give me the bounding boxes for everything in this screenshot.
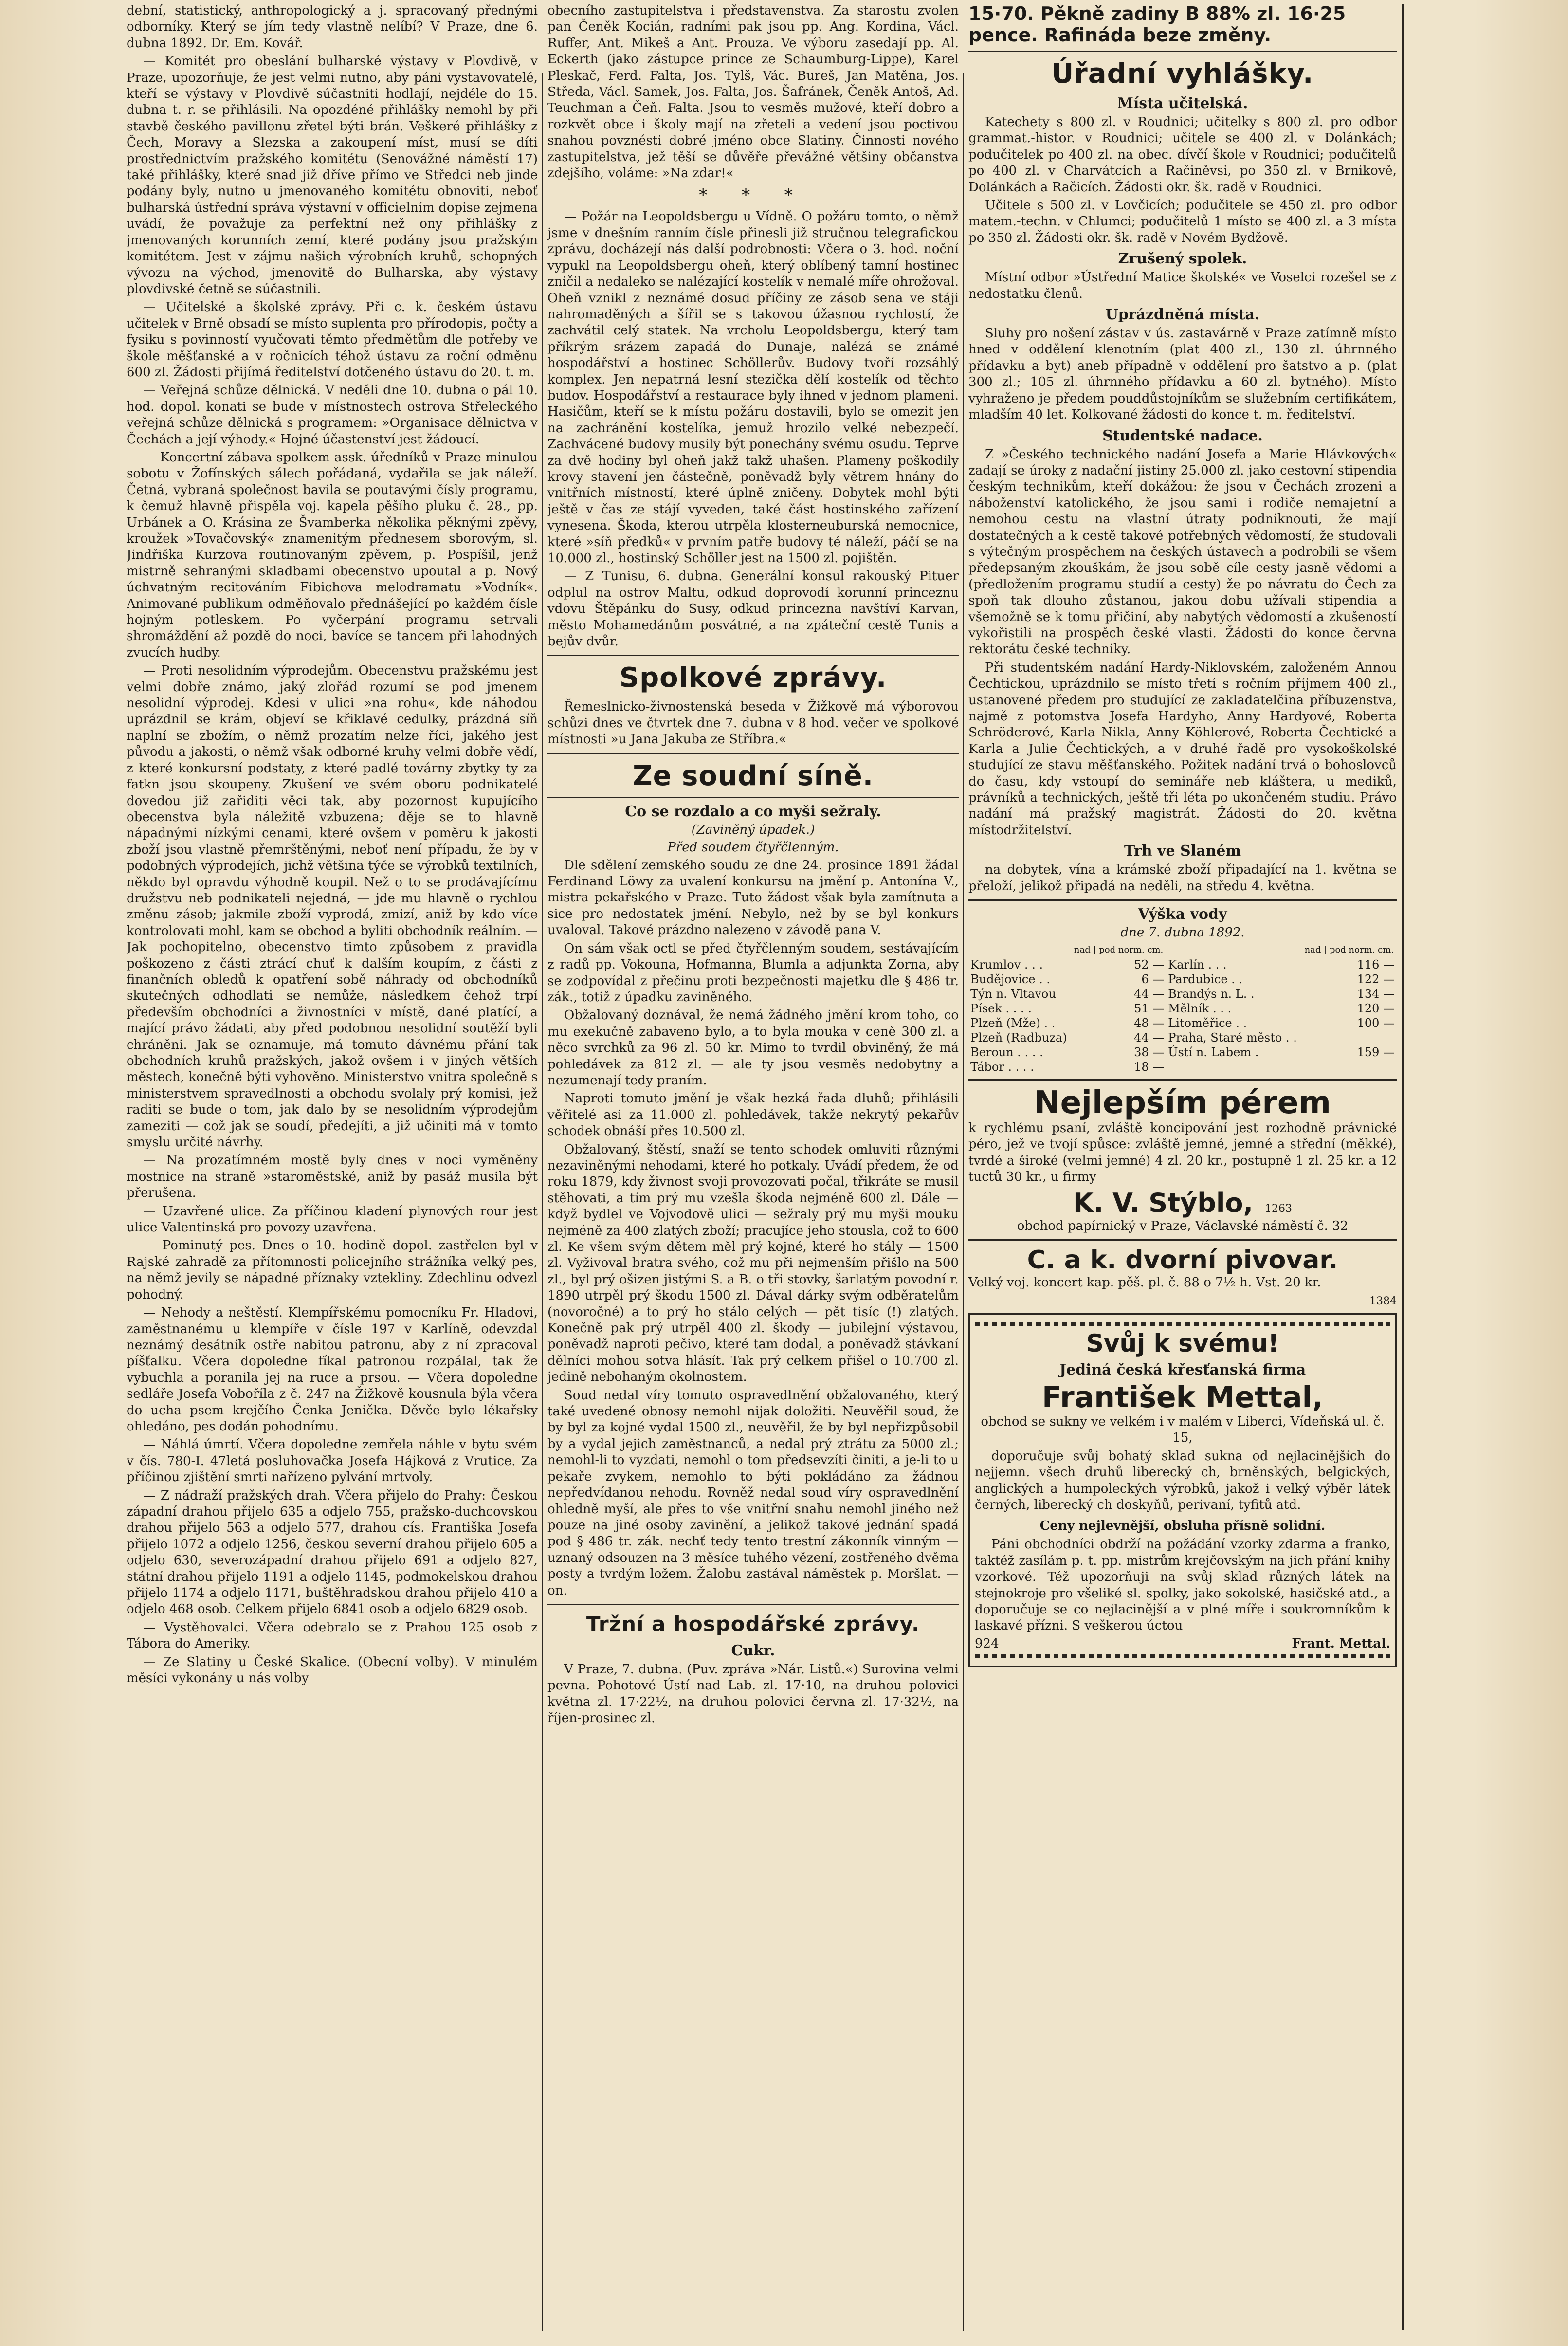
ad-text: k rychlému psaní, zvláště koncipování jest rozhodně právnické péro, jež ve tvojí spůsce: zvláště jemné, jemné a střední (měkké), tvrdé a široké (velmi jemné) 4 zl. 20 kr., postupně 1 zl. 25 kr. a 12 tuctů 30 kr., u firmy [968,1121,1397,1185]
water-place: Praha, Staré město . . [1168,1031,1297,1045]
article-slatina-cont: obecního zastupitelstva i představenstva. Za starostu zvolen pan Čeněk Kocián, radními pak jsou pp. Ang. Kordina, Václ. Ruffer, Ant. Mikeš a Ant. Prouza. Ve výboru zasedají pp. Al. Eckerth (jako zástupce prince ze Schaumburg-Lippe), Karel Pleskač, Ferd. Falta, Jos. Tylš, Vác. Bureš, Jan Matěna, Jos. Středa, Václ. Samek, Jos. Falta, Jos. Šafránek, Čeněk Antoš, Ad. Teuchman a Čeň. Falta. Jsou to vesměs mužové, kteří dobro a rozkvět obce i školy mají na zřeteli a vedení jsou poctivou snahou povznésti dobré jméno obce Slatiny. Činnosti nového zastupitelstva, jež těší se důvěře převážné většiny občanstva zdejšího, voláme: »Na zdar!« [547,3,959,181]
separator-stars: * * * [699,185,807,205]
ad-heading: C. a k. dvorní pivovar. [1027,1246,1338,1275]
water-row [968,1045,1397,1060]
section-heading-market: Tržní a hospodářské zprávy. [586,1612,920,1636]
water-head: nad | pod norm. cm. [1304,945,1394,955]
article-teachers: — Učitelské a školské zprávy. Při c. k. českém ústavu učitelek v Brně obsadí se místo suplenta pro přírodopis, počty a fysiku s povinností vyučovati těmto předmětům dle potřeby ve škole měšťanské a v ročnicích téhož ústavu za roční odměnu 600 zl. Žádosti přijímá ředitelství dotčeného ústavu do 20. t. m. [127,300,538,380]
ad-heading: Nejlepším pérem [1034,1085,1331,1121]
water-value: 38 — [1134,1045,1165,1060]
water-value: 116 — [1357,958,1395,972]
water-head-blank [1166,943,1301,957]
notice-text: Katechety s 800 zl. v Roudnici; učitelky s 800 zl. pro odbor grammat.-histor. v Roudnici; učitele se 400 zl. v Dolánkách; podučitelek po 400 zl. na obec. dívčí škole v Roudnici; podučitelů po 400 zl. v Charvátcích a Račiněvsi, po 350 zl. v Brnikově, Dolánkách a Račicích. Žádosti okr. šk. radě v Roudnici. [968,115,1397,195]
water-place: Týn n. Vltavou [970,987,1056,1001]
article-text: Soud nedal víry tomuto ospravedlnění obžalovaného, který také uvedené obnosy nemohl nijak doložiti. Neuvěřil soud, že by byl za kojné vydal 1500 zl., neuvěřil, že by byl nepřizpůsobil by a vydal jejich zaměstnanců, a nedal prý ztrátu za 5000 zl.; nemohl-li to vyzdati, nemohl o tom předsevzíti činiti, a je-li to u pekaře zvykem, nemohlo to býti pokládáno za žádnou nepředvídanou nehodu. Rovněž nedal soud víry ospravedlnění ohledně myší, ale přes to vše vnitřní snahu nemohl jiného než pouze na jiné osoby zavinění, a jelikož takové jednání spadá pod § 486 tr. zák. nechť tedy tento trestní zákonník vinným — uznaný odsouzen na 3 měsíce tuhého vězení, zostřeného dvěma posty a tvrdým ložem. Žalobu zastával náměstek p. Moršlat. —on. [547,1388,959,1598]
water-row [968,957,1397,972]
article-text: Dle sdělení zemského soudu ze dne 24. prosince 1891 žádal Ferdinand Löwy za uvalení konkursu na jmění p. Antonína V., mistra pekařského v Praze. Tuto žádost však byla zamítnuta a sice pro nedostatek jmění. Nebylo, než by se byl konkurs uvaloval. Takové prázdno nalezeno v závodě pana V. [547,858,959,938]
water-place [1166,1060,1301,1074]
water-place: Beroun . . . . [970,1045,1043,1060]
divider [547,753,959,754]
water-place: Brandýs n. L. . [1168,987,1255,1001]
water-value: 100 — [1357,1016,1395,1030]
ad-firm: František Mettal, [1042,1380,1323,1414]
water-row [968,972,1397,987]
water-value: 44 — [1134,1031,1165,1045]
notice-text: Z »Českého technického nadání Josefa a Marie Hlávkových« zadají se úroky z nadační jistiny 25.000 zl. jako cestovní stipendia českým technikům, kteří dokážou: že jsou v Čechách zrozeni a náboženství katolického, že jsou sami i rodiče nemajetní a nemohou cestu na vlastní útraty podniknouti, že mají dostatečných a k cestě takové potřebných vědomostí, že studovali s výtečným prospěchem na českých ústavech a podrobili se všem předepsaným zkouškám, že jsou sobě cíle cesty jasně vědomi a (předložením programu studií a cesty) že po návratu do Čech za spoň tak dlouho zůstanou, jakou dobu užívali stipendia a všemožně se k tomu přičiní, aby nabytých vědomostí a zkušeností vykořistili na prospěch české vlasti. Žádosti do konce června rektorátu české techniky. [968,447,1397,657]
divider [968,51,1397,52]
column-3 [968,3,1397,2334]
ad-prices: Ceny nejlevnější, obsluha přísně solidní. [1039,1519,1326,1534]
ad-mettal [968,1313,1397,1667]
ad-address: obchod se sukny ve velkém i v malém v Liberci, Vídeňská ul. č. 15, [981,1414,1385,1446]
article-deaths: — Náhlá úmrtí. Včera dopoledne zemřela náhle v bytu svém v čís. 780-I. 47letá posluhovačka Josefa Hájková z Vrutice. Za příčinou zjištění smrti nařízeno pylvání mrtvoly. [127,1437,538,1485]
article-slatina: — Ze Slatiny u České Skalice. (Obecní volby). V minulém měsíci vykonány u nás volby [127,1654,538,1686]
ad-address: obchod papírnický v Praze, Václavské náměstí č. 32 [1017,1218,1349,1233]
notice-text: Místní odbor »Ústřední Matice školské« ve Voselci rozešel se z nedostatku členů. [968,270,1397,301]
water-place: Krumlov . . . [970,958,1043,972]
water-value: 122 — [1357,972,1395,987]
article-fire: — Požár na Leopoldsbergu u Vídně. O požáru tomto, o němž jsme v dnešním ranním čísle přinesli již stručnou telegrafickou zprávu, docházejí nás další podrobnosti: Včera o 3. hod. noční vypukl na Leopoldsbergu oheň, který oblíbený tamní hostinec zničil a nedaleko se nalézající kostelík v nemalé míře ohrožoval. Oheň vznikl z neznámé dosud příčiny ze zásob sena ve stáji nahromaděných a šířil se s takovou úžasnou rychlostí, že zachvátil celý statek. Na vrcholu Leopoldsbergu, který tam příkrým srázem zapadá do Dunaje, nalézá se známé hospodářství a hostinec Schöllerův. Budovy tvoří rozsáhlý komplex. Jen nepatrná lesní stezička dělí kostelík od těchto budov. Hospodářství a restaurace byly ihned v jednom plameni. Hasičům, kteří se k místu požáru dostavili, bylo se omezit jen na zachránění kostelíka, jemuž hrozilo velké nebezpečí. Zachvácené budovy musily být ponechány svému osudu. Teprve za dvě hodiny byl oheň jakž takž uhašen. Plameny poškodily krovy stavení jen částečně, poněvadž byly větrem hnány do vnitřních místností, které úplně zničeny. Dobytek mohl býti ještě v čas ze stájí vyveden, také část hostinského zařízení vynesena. Škoda, kterou utrpěla klosterneuburská nemocnice, které »síň předků« v prvním patře budovy té náleží, páčí se na 10.000 zl., hostinský Schöller jest na 1500 zl. pojištěn. [547,209,959,566]
ad-subheading: Jediná česká křesťanská firma [1059,1361,1306,1378]
divider [547,797,959,798]
article-text: Obžalovaný doznával, že nemá žádného jmění krom toho, co mu exekučně zabaveno bylo, a to byla mouka v ceně 300 zl. a něco svrchků za 96 zl. 50 kr. Mimo to tvrdil obviněný, že má pohledávek za 812 zl. — ale ty jsou vesměs nedobytny a nezumenají tedy praním. [547,1008,959,1088]
water-head: nad | pod norm. cm. [1074,945,1164,955]
water-place: Mělník . . . [1168,1002,1232,1016]
notice-heading: Uprázdněná místa. [1105,306,1260,324]
notice-heading: Zrušený spolek. [1118,250,1247,268]
water-value: 18 — [1134,1060,1165,1074]
section-heading-court: Ze soudní síně. [632,760,874,792]
ad-firm: K. V. Stýblo, [1073,1187,1253,1218]
water-value: 134 — [1357,987,1395,1001]
column-1 [127,3,538,2334]
water-place: Karlín . . . [1168,958,1227,972]
water-value: 6 — [1141,972,1165,987]
water-row [968,1016,1397,1030]
article-text: Obžalovaný, štěstí, snaží se tento schodek omluviti různými nezaviněnými nehodami, které ho potkaly. Uvádí předem, že od roku 1879, kdy živnost svoji provozovati počal, třikráte se musil stěhovati, a tím prý mu vzešla škoda nejméně 600 zl. Dále — když bydlel ve Vojvodově ulici — sežraly prý mu myši mouku nejméně za 400 zlatých zboží; pracujíce jeho stousla, což to 600 zl. Ke všem svým dětem měl prý kojné, které ho stály — 1500 zl. Vyživoval bratra svého, což mu při nejmenším přišlo na 500 zl., byl prý ošizen jistými S. a B. o tři stovky, šarlatým povodní r. 1890 utrpěl prý škodu 1500 zl. Dával dárky svým odběratelům (novoročné) a to prý ho stálo celých — pět tisíc (!) zlatých. Konečně pak prý utrpěl 400 zl. škody — jubilejní výstavou, poněvadž naproti pečivo, které tam dodal, a poněvadž stávkaní dělníci mohou sotva hlásít. Tak prý celkem přišel o 10.700 zl. jedině nebohaným okolnostem. [547,1142,959,1385]
sugar-prices-strip: 15·70. Pěkně zadiny B 88% zl. 16·25 pence. Rafináda beze změny. [968,3,1346,46]
water-place: Litoměřice . . [1168,1016,1247,1030]
notice-text: Učitele s 500 zl. v Lovčicích; podučitele se 450 zl. pro odbor matem.-techn. v Chlumci; podučitelů 1 místo se 400 zl. a 3 místa po 350 zl. Žádosti okr. šk. radě v Novém Bydžově. [968,198,1397,245]
water-value: 51 — [1134,1002,1165,1016]
column-rule [963,73,964,2331]
ad-number: 1263 [1264,1202,1292,1215]
ad-number: 924 [975,1636,999,1651]
water-row [968,987,1397,1001]
water-place: Plzeň (Mže) . . [970,1016,1056,1030]
water-value: 120 — [1357,1002,1395,1016]
water-heading: Výška vody [1138,906,1227,923]
water-row [968,1030,1397,1045]
ad-pen [968,1085,1397,1234]
divider [547,1604,959,1605]
water-row [968,1060,1397,1074]
water-place: Tábor . . . . [970,1060,1034,1074]
water-place: Plzeň (Radbuza) [970,1031,1067,1045]
article-subheading: Před soudem čtyřčlenným. [667,840,839,855]
article-text: dební, statistický, anthropologický a j. spracovaný přednými odborníky. Který se jím tedy vlastně nelíbí? V Praze, dne 6. dubna 1892. Dr. Em. Kovář. [127,3,538,51]
article-text: On sám však octl se před čtyřčlenným soudem, sestávajícím z radů pp. Vokouna, Hofmanna, Blumla a adjunkta Zorna, aby se zodpovídal z přečinu proti bezpečnosti majetku dle § 486 tr. zák., totiž z úpadku zaviněného. [547,941,959,1005]
article-sales: — Proti nesolidním výprodejům. Obecenstvu pražskému jest velmi dobře známo, jaký zlořád rozumí se pod jmenem nesolidní výprodej. Kdesi v ulici »na rohu«, kde náhodou uprázdnil se krám, objeví se křiklavé cedulky, prázdná síň naplní se zbožím, o němž prozatím nelze říci, jakého jest původu a jakosti, o němž však odborné kruhy velmi dobře vědí, z které konkursní podstaty, z které padlé továrny zbytky ty za fatkn jsou skoupeny. Zkušení ve svém oboru podnikatelé dovedou již zařiditi věci tak, aby pozornost kupujícího obecenstva byla náležitě vzbuzena; děje se to hlavně nápadnými nízkými cenami, které ovšem v poměru k jakosti zboží jsou vlastně přemrštěnými, neboť není případu, že by v podobných výprodejích, jichž většina týče se výrobků textilních, někdo byl opravdu výhodně koupil. Než o to se prodávajícímu družstvu neb podnikateli nejedná, — jde mu hlavně o rychlou změnu zásob; jakmile zboží vyprodá, zmizí, aniž by kdo více kontrolovati mohl, kam se obchod a byliti obchodník reálním. — Jak pochopitelno, obecenstvo timto způsobem z pravidla poškozeno z části ztrácí chuť k dalším koupím, z části z finančních obledů k opatření sobě náhrady od obchodníků skutečných odhodlati se nemůže, následkem čehož trpí především obchodníci a živnostníci v místě, dané platící, a mající právo žádati, aby před podobnou nesolidní soutěží byli chráněni. Jak se oznamuje, má tomuto dávnému přání tak obchodních kruhů pražských, jakož ovšem i v jiných větších městech, konečně býti vyhověno. Ministerstvo vnitra společně s ministerstvem spravedlnosti a obchodu svolaly prý komisi, jež raditi se bude o tom, jak dalo by se nesolidním výprodejům zameziti — což jak se soudí, předejíti, a již učiniti má v tomto smyslu určité návrhy. [127,663,538,1150]
water-value: 159 — [1357,1045,1395,1060]
article-subheading: (Zaviněný úpadek.) [691,822,815,837]
column-rule [542,73,543,2331]
notice-text: na dobytek, vína a krámské zboží připadající na 1. května se přeloží, jelikož připadá na neděli, na středu 4. května. [968,862,1397,894]
water-value: 52 — [1134,958,1165,972]
ad-text: doporučuje svůj bohatý sklad sukna od nejlacinějších do nejjemn. všech druhů liberecký ch, brněnských, belgických, anglických a humpoleckých výrobků, jakož i velký výběr látek černých, liberecký ch doskyňů, perivaní, tyfitů atd. [975,1448,1390,1512]
article-heading: Cukr. [731,1642,775,1659]
water-place: Písek . . . . [970,1002,1032,1016]
notice-heading: Místa učitelská. [1117,95,1248,112]
article-bridge: — Na prozatímném mostě byly dnes v noci vyměněny mostnice na straně »staroměstské, aniž by pasáž musila být přerušena. [127,1153,538,1201]
article-railways: — Z nádraží pražských drah. Včera přijelo do Prahy: Českou západní drahou přijelo 635 a odjelo 755, pražsko-duchcovskou drahou přijelo 563 a odjelo 577, drahou cís. Františka Josefa přijelo 1072 a odjelo 1256, českou severní drahou přijelo 605 a odjelo 630, severozápadní drahou přijelo 691 a odjelo 827, státní drahou přijelo 1191 a odjelo 1145, podmokelskou drahou přijelo 1174 a odjelo 1171, buštěhradskou drahou přijelo 410 a odjelo 468 osob. Celkem přijelo 6841 osob a odjelo 6829 osob. [127,1488,538,1617]
article-tunis: — Z Tunisu, 6. dubna. Generální konsul rakouský Pituer odplul na ostrov Maltu, odkud doprovodí korunní princeznu vdovu Štěpánku do Susy, odkud princezna navštíví Karvan, město Mohamedánům posvátné, a na zpáteční cestě Tunis a bejův dvůr. [547,569,959,649]
divider [968,1239,1397,1241]
water-row [968,1001,1397,1016]
ad-border-ornament [975,1654,1390,1658]
ad-number: 1384 [1369,1295,1397,1307]
notice-heading: Trh ve Slaném [1124,843,1241,860]
water-value: 44 — [1134,987,1165,1001]
ad-brewery [968,1246,1397,1309]
water-head-blank [968,943,1071,957]
page-edge-rule [1402,4,1404,2330]
article-text: Naproti tomuto jmění je však hezká řada dluhů; přihlásili věřitelé asi za 11.000 zl. pohledávek, takže nekrytý pekařův schodek obnáší přes 10.500 zl. [547,1091,959,1139]
water-level-table [968,943,1397,1074]
article-plovdiv: — Komitét pro obeslání bulharské výstavy v Plovdivě, v Praze, upozorňuje, že jest velmi nutno, aby páni vystavovatelé, kteří se výstavy v Plovdivě súčastniti hodlají, nejdéle do 15. dubna t. r. se přihlásili. Na opozdéné přihlášky nemohl by při stavbě českého pavillonu zřetel býti brán. Veškeré přihlášky z Čech, Moravy a Slezska a zakoupení míst, musí se díti prostřednictvím pražského komitétu (Senovážné náměstí 17) také přihlášky, které snad již dříve přímo ve Středci neb jinde podány byly, nutno u jmenovaného komitétu obnoviti, neboť bulharská ústřední správa výstavní v officielním dopise zejmena uvádí, že považuje za perfektní než ony přihlášky z jmenovaných korunních zemí, které podány jsou pražským komitétem. Jest v zájmu našich výrobních kruhů, schopných vývozu na východ, jmenovitě do Bulharska, aby výstavy plovdivské četně se súčastnili. [127,54,538,296]
article-emigrants: — Vystěhovalci. Včera odebralo se z Prahou 125 osob z Tábora do Ameriky. [127,1620,538,1651]
divider [547,655,959,656]
ad-heading: Svůj k svému! [1086,1329,1279,1357]
section-heading-clubs: Spolkové zprávy. [619,662,887,694]
water-date: dne 7. dubna 1892. [1120,925,1245,940]
notice-text: Sluhy pro nošení zástav v ús. zastavárně v Praze zatímně místo hned v oddělení klenotním (plat 400 zl., 130 zl. úhrnného přídavku a byt) aneb případně v oddělení pro šatstvo a p. (plat 300 zl.; 105 zl. úhrnného přídavku a 60 zl. bytného). Místo vyhraženo je předem pouddůstojníkům se služebním certifikátem, mladším 40 let. Kolkované žádosti do konce t. m. ředitelství. [968,326,1397,422]
article-accidents: — Nehody a neštěstí. Klempířskému pomocníku Fr. Hladovi, zaměstnanému u klempíře v čísle 197 v Karlíně, odevzdal neznámý desátník ostře nabitou patronu, aby z ní zpracoval píšťalku. Včera dopoledne fíkal patronou rozpálal, tak že vybuchla a poranila jej na ruce a prsou. — Včera dopoledne sedláře Josefa Voboříla z č. 247 na Žižkově kousnula býla včera do ucha psem krejčího Čenka Jenička. Děvče bylo lékařsky ohledáno, pes dodán pohodnímu. [127,1305,538,1434]
notice-heading: Studentské nadace. [1102,427,1263,444]
ad-signature: Frant. Mettal. [1292,1636,1390,1651]
water-value [1302,1030,1397,1045]
ad-text: Páni obchodníci obdrží na požádání vzorky zdarma a franko, taktéž zasílám p. t. pp. mistrům krejčovským na jich přání knihy vzorkové. Též upozorňuji na svůj sklad různých látek na stejnokroje pro všeliké sl. spolky, jako sokolské, hasičské atd., a doporučuje se co nejlacinější a v plné míře i soukromníkům k laskavé přízni. S veškerou úctou [975,1537,1390,1633]
water-place: Budějovice . . [970,972,1050,987]
water-value [1302,1060,1397,1074]
section-heading-notices: Úřadní vyhlášky. [1051,58,1314,90]
ad-border-ornament [975,1322,1390,1326]
article-concert: — Koncertní zábava spolkem assk. úředníků v Praze minulou sobotu v Žofínských sálech pořádaná, vydařila se jak náleží. Četná, vybraná společnost bavila se poutavými čísly programu, k čemuž hlavně přispěla voj. kapela pěšího pluku č. 28., pp. Urbánek a O. Krásina ze Švamberka několika pěknými zpěvy, kroužek »Tovačovský« znamenitým přednesem sborovým, sl. Jindřiška Kurzova routinovaným zpěvem, p. Pospíšil, jenž mistrně sehranými skladbami obecenstvo upoutal a p. Nový úchvatným recitováním Fibichova melodramatu »Vodník«. Animované publikum odměňovalo přednášející po každém čísle hojným potleskem. Po vyčerpání programu setrvali shromáždění až pozdě do noci, bavíce se tancem při lahodných zvucích hudby. [127,450,538,660]
divider [968,1079,1397,1081]
ad-text: Velký voj. koncert kap. pěš. pl. č. 88 o 7½ h. Vst. 20 kr. [968,1275,1321,1290]
article-heading: Co se rozdalo a co myši sežraly. [625,803,881,820]
article-workers-meeting: — Veřejná schůze dělnická. V neděli dne 10. dubna o pál 10. hod. dopol. konati se bude v místnostech ostrova Střeleckého veřejná schůze dělnická s programem: »Organisace dělnictva v Čechách a její výhody.« Hojné účastenství jest žádoucí. [127,383,538,447]
article-sugar: V Praze, 7. dubna. (Puv. zpráva »Nár. Listů.«) Surovina velmi pevna. Pohotové Ústí nad Lab. zl. 17·10, na druhou polovici května zl. 17·22½, na druhou polovici června zl. 17·32½, na říjen-prosinec zl. [547,1662,959,1726]
notice-text: Při studentském nadání Hardy-Niklovském, založeném Annou Čechtickou, uprázdnilo se místo třetí s ročním příjmem 400 zl., ustanovené předem pro studující ze zakladatelčina příbuzenstva, najmě z potomstva Josefa Hardyho, Anny Hardyové, Roberta Schröderové, Karla Nikla, Anny Köhlerové, Roberta Čechtické a Karla a Julie Čechtických, a v druhé řadě pro vysokoškolské studující ze stavu měšťanského. Požitek nadání trvá o bohoslovců do času, kdy vstoupí do semináře neb kláštera, u mediků, právníků a technických, ještě tři léta po ukončeném studiu. Právo nadání má pražský magistrát. Žádosti do 20. května místodržitelství. [968,660,1397,838]
divider [968,899,1397,901]
water-place: Pardubice . . [1168,972,1243,987]
column-2 [547,3,959,2334]
article-closed-streets: — Uzavřené ulice. Za příčinou kladení plynových rour jest ulice Valentinská pro povozy uzavřena. [127,1204,538,1235]
water-value: 48 — [1134,1016,1165,1030]
article-club: Řemeslnicko-živnostenská beseda v Žižkově má výborovou schůzi dnes ve čtvrtek dne 7. dubna v 8 hod. večer ve spolkové místnosti »u Jana Jakuba ze Stříbra.« [547,699,959,747]
water-place: Ústí n. Labem . [1168,1045,1259,1060]
article-dog: — Pominutý pes. Dnes o 10. hodině dopol. zastřelen byl v Rajské zahradě za přítomnosti policejního strážníka velký pes, na němž jevily se nápadné příznaky vztekliny. Zdechlinu odvezl pohodný. [127,1238,538,1302]
